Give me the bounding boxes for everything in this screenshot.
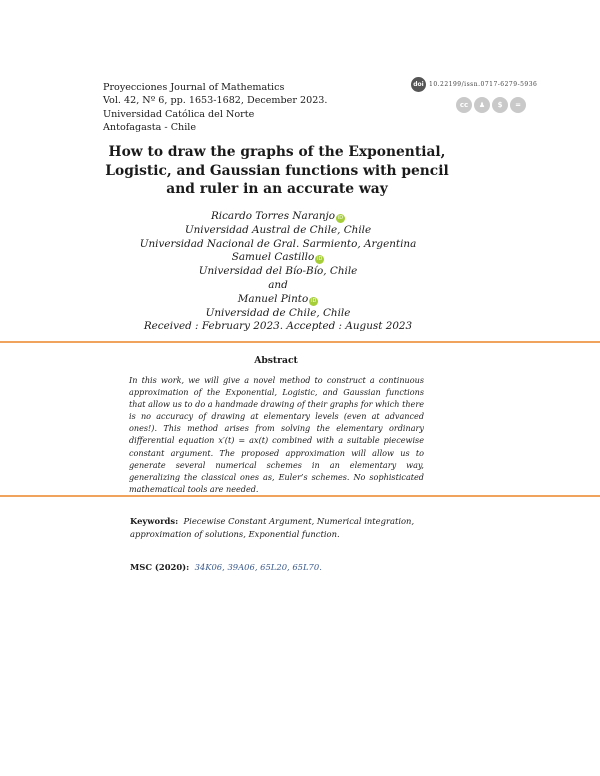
keywords	[130, 515, 428, 540]
abstract-heading: Abstract	[254, 355, 298, 366]
divider-bottom	[0, 495, 600, 497]
journal-info	[103, 81, 363, 135]
affiliation-2: Universidad del Bío-Bío, Chile	[198, 265, 358, 278]
affiliation-1b: Universidad Nacional de Gral. Sarmiento, Argentina	[139, 237, 417, 250]
divider-top	[0, 341, 600, 343]
and-connector: and	[268, 278, 288, 291]
journal-university: Universidad Católica del Norte	[103, 108, 255, 120]
msc-classification	[130, 562, 428, 572]
author-1: Ricardo Torres Naranjo	[210, 210, 336, 222]
keywords-text: Piecewise Constant Argument, Numerical integration, approximation of solutions, Exponential function.	[130, 516, 415, 539]
received-accepted-dates: Received : February 2023. Accepted : August 2023	[143, 320, 413, 333]
doi-icon: doi	[411, 77, 426, 92]
author-2: Samuel Castillo	[231, 251, 315, 264]
paper-title: How to draw the graphs of the Exponential, Logistic, and Gaussian functions with pencil and ruler in an accurate way	[105, 144, 449, 197]
affiliation-1a: Universidad Austral de Chile, Chile	[184, 223, 372, 236]
nd-icon: =	[510, 97, 526, 113]
keywords-label: Keywords:	[130, 516, 179, 526]
msc-codes[interactable]: 34K06, 39A06, 65L20, 65L70.	[194, 562, 322, 572]
license-icons[interactable]	[456, 97, 526, 113]
affiliation-3: Universidad de Chile, Chile	[205, 306, 351, 319]
doi-link[interactable]	[411, 77, 537, 92]
cc-icon: cc	[456, 97, 472, 113]
orcid-icon[interactable]: iD	[337, 215, 344, 221]
orcid-icon[interactable]: iD	[317, 256, 323, 263]
orcid-icon[interactable]: iD	[311, 297, 317, 304]
journal-city: Antofagasta - Chile	[103, 122, 197, 134]
nc-icon: $	[492, 97, 508, 113]
by-icon: ♟	[474, 97, 490, 113]
msc-label: MSC (2020):	[130, 562, 190, 572]
journal-volume: Vol. 42, Nº 6, pp. 1653-1682, December 2023.	[103, 95, 328, 107]
doi-text[interactable]: 10.22199/issn.0717-6279-5936	[429, 81, 538, 88]
abstract-text: In this work, we will give a novel method to construct a continuous approximation of the Exponential, Logistic, and Gaussian functions that allow us to do a handmade drawing of their graphs for which there is no accuracy of drawing at elementary levels (even at advanced ones!). This method arises from solving the elementary ordinary differential equation x′(t) = ax(t) combined with a suitable piecewise constant argument. The proposed approximation will allow us to generate several numerical schemes in an elementary way, generalizing the classical ones as, Euler’s schemes. No sophisticated mathematical tools are needed.	[129, 375, 424, 494]
author-3: Manuel Pinto	[237, 292, 309, 305]
journal-name: Proyecciones Journal of Mathematics	[103, 82, 285, 93]
author-block	[120, 210, 436, 334]
